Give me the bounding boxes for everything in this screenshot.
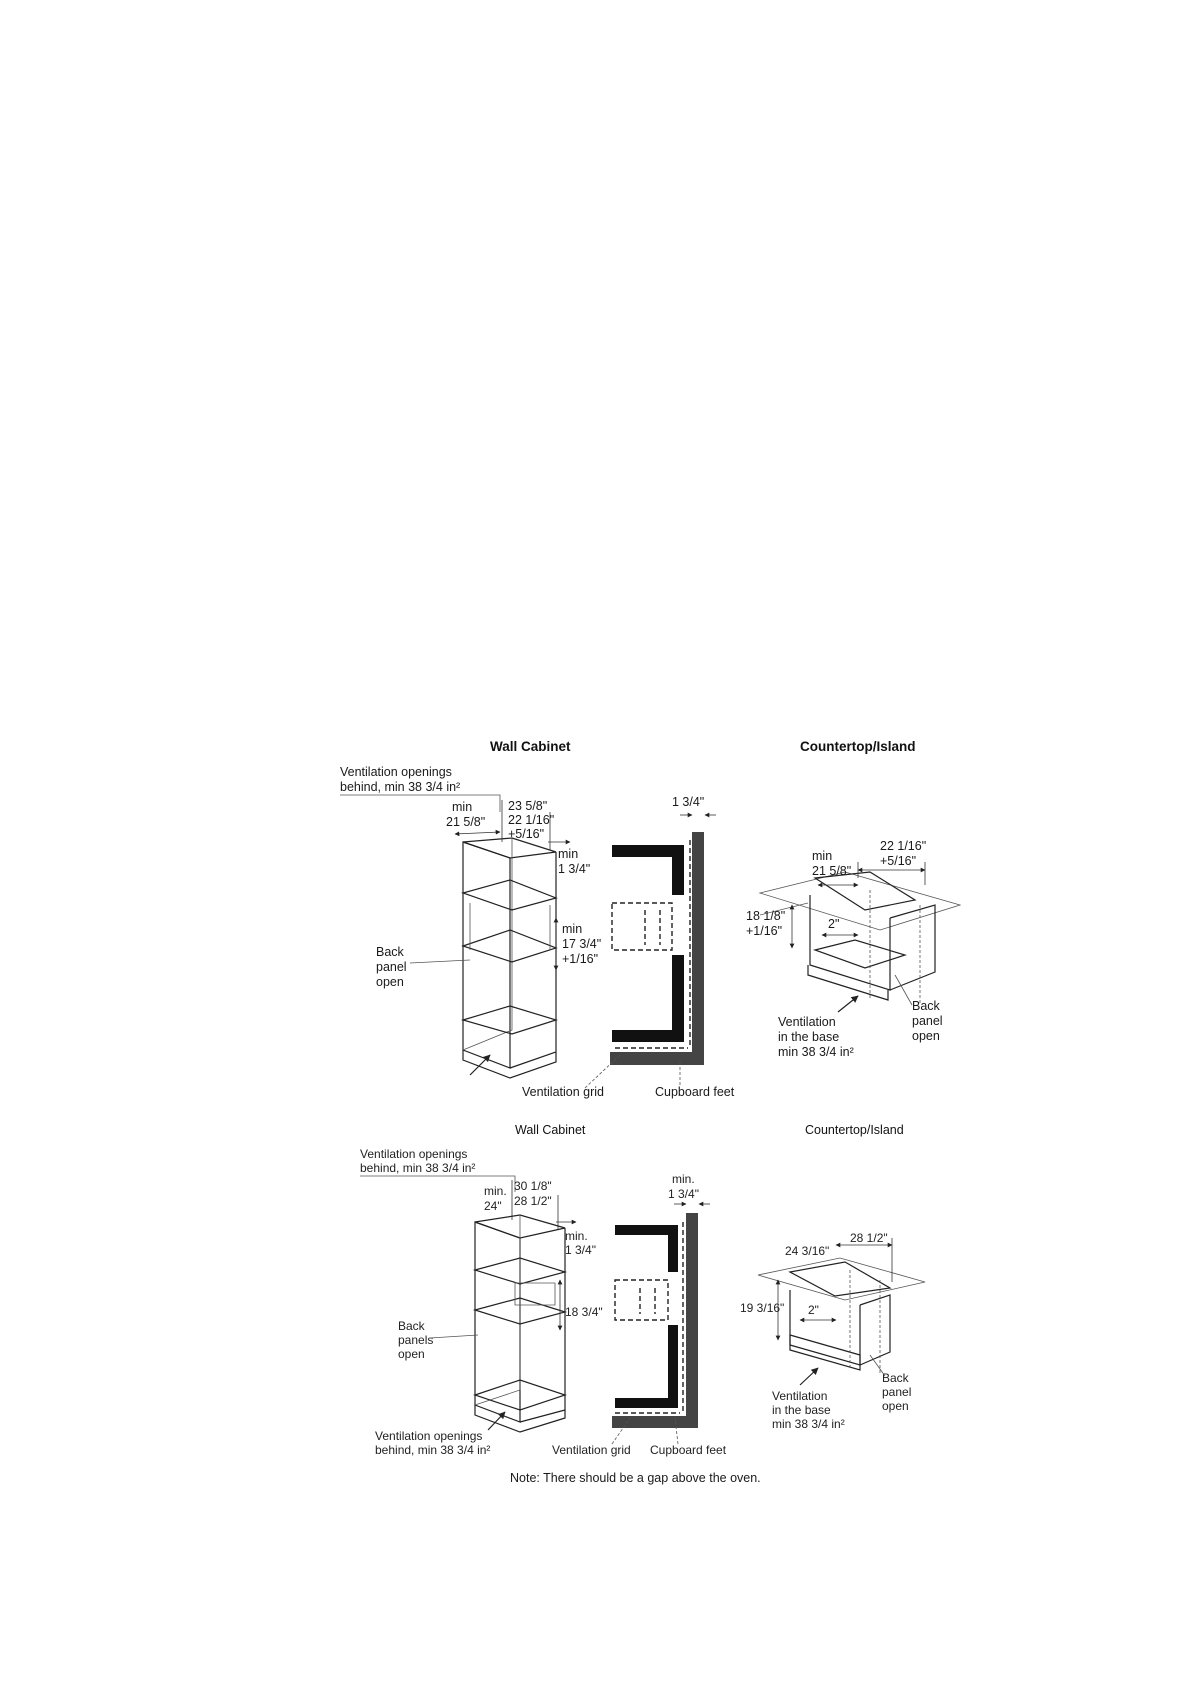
top-niche-h: 17 3/4"	[562, 937, 602, 951]
bottom-ct-back-1: Back	[882, 1371, 909, 1385]
top-vent-openings-1: Ventilation openings	[340, 765, 452, 779]
bottom-back-panels-1: Back	[398, 1319, 425, 1333]
top-tol-5-16: +5/16"	[508, 827, 545, 841]
top-ct-vent-1: Ventilation	[778, 1015, 836, 1029]
top-ct-height: 18 1/8"	[746, 909, 786, 923]
bottom-back-panels-2: panels	[398, 1333, 434, 1347]
bottom-section-min: min.	[672, 1172, 695, 1186]
top-min-width: 21 5/8"	[446, 815, 486, 829]
bottom-ct-width-2: 28 1/2"	[850, 1231, 888, 1245]
bottom-diagram	[360, 1123, 925, 1457]
top-niche-min: min	[562, 922, 583, 936]
bottom-dim-28-1-2: 28 1/2"	[514, 1194, 552, 1208]
top-vent-openings-2: behind, min 38 3/4 in²	[340, 780, 461, 794]
bottom-ct-vent-1: Ventilation	[772, 1389, 828, 1403]
top-diagram	[340, 739, 960, 1099]
top-back-panel-2: panel	[376, 960, 407, 974]
top-ct-tol: +5/16"	[880, 854, 917, 868]
bottom-cupboard-feet: Cupboard feet	[650, 1443, 727, 1457]
bottom-ct-back-2: panel	[882, 1385, 912, 1399]
bottom-wall-cabinet-drawing	[475, 1215, 565, 1432]
top-dim-22-1-16: 22 1/16"	[508, 813, 555, 827]
top-ct-vent-3: min 38 3/4 in²	[778, 1045, 854, 1059]
bottom-ct-vent-2: in the base	[772, 1403, 831, 1417]
top-back-panel-3: open	[376, 975, 404, 989]
top-wall-cabinet-title: Wall Cabinet	[490, 739, 571, 754]
top-ct-height-tol: +1/16"	[746, 924, 783, 938]
bottom-min-label: min.	[484, 1184, 507, 1198]
bottom-ct-gap: 2"	[808, 1303, 819, 1317]
bottom-section-view	[612, 1213, 698, 1428]
top-ct-min: min	[812, 849, 833, 863]
top-ct-back-1: Back	[912, 999, 940, 1013]
bottom-min-width: 24"	[484, 1199, 502, 1213]
bottom-ct-vent-3: min 38 3/4 in²	[772, 1417, 845, 1431]
gap-note: Note: There should be a gap above the oven.	[510, 1471, 761, 1485]
bottom-section-gap: 1 3/4"	[668, 1187, 699, 1201]
bottom-vent-openings-1: Ventilation openings	[360, 1147, 468, 1161]
bottom-gap-min: min.	[565, 1229, 588, 1243]
bottom-vent-bottom-1: Ventilation openings	[375, 1429, 483, 1443]
top-countertop-title: Countertop/Island	[800, 739, 916, 754]
bottom-vent-openings-2: behind, min 38 3/4 in²	[360, 1161, 476, 1175]
bottom-ct-back-3: open	[882, 1399, 909, 1413]
bottom-niche-h: 18 3/4"	[565, 1305, 603, 1319]
top-section-gap: 1 3/4"	[672, 795, 705, 809]
top-dim-23-5-8: 23 5/8"	[508, 799, 548, 813]
top-gap-val: 1 3/4"	[558, 862, 591, 876]
top-ct-back-2: panel	[912, 1014, 943, 1028]
bottom-countertop-drawing	[758, 1258, 925, 1385]
bottom-ventilation-grid: Ventilation grid	[552, 1443, 631, 1457]
bottom-vent-bottom-2: behind, min 38 3/4 in²	[375, 1443, 491, 1457]
bottom-wall-cabinet-title: Wall Cabinet	[515, 1123, 586, 1137]
top-ct-vent-2: in the base	[778, 1030, 840, 1044]
top-ventilation-grid: Ventilation grid	[522, 1085, 605, 1099]
top-ct-min-width: 21 5/8"	[812, 864, 852, 878]
top-back-panel-1: Back	[376, 945, 404, 959]
top-gap-min: min	[558, 847, 579, 861]
bottom-dim-30-1-8: 30 1/8"	[514, 1179, 552, 1193]
bottom-countertop-title: Countertop/Island	[805, 1123, 904, 1137]
top-wall-cabinet-drawing	[463, 838, 556, 1078]
bottom-ct-height: 19 3/16"	[740, 1301, 785, 1315]
bottom-back-panels-3: open	[398, 1347, 425, 1361]
top-cupboard-feet: Cupboard feet	[655, 1085, 735, 1099]
top-min-label: min	[452, 800, 473, 814]
top-ct-width: 22 1/16"	[880, 839, 927, 853]
top-ct-gap: 2"	[828, 917, 840, 931]
top-ct-back-3: open	[912, 1029, 940, 1043]
top-niche-tol: +1/16"	[562, 952, 599, 966]
bottom-ct-width-1: 24 3/16"	[785, 1244, 830, 1258]
bottom-gap-val: 1 3/4"	[565, 1243, 596, 1257]
top-countertop-drawing	[760, 872, 960, 1012]
top-section-view	[610, 832, 704, 1065]
